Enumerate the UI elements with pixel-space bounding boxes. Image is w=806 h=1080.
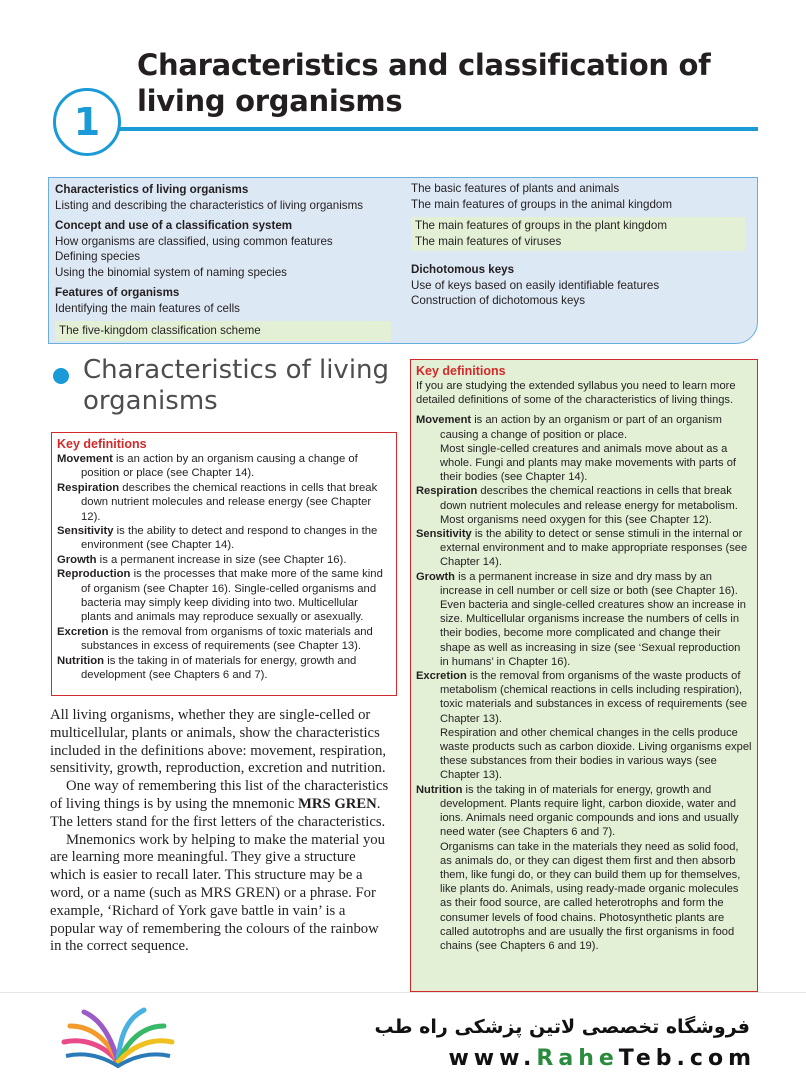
open-book-logo-icon — [58, 1004, 178, 1074]
definition-extra: Respiration and other chemical changes in the cells produce waste products such as carbon dioxide. Living organisms expel these substances from their bodies in various ways (see Chapter 13). — [440, 726, 752, 782]
definition-term: Reproduction — [57, 568, 131, 581]
definition-item — [57, 452, 391, 481]
contents-heading: Concept and use of a classification system — [55, 219, 293, 232]
definition-extra: Most organisms need oxygen for this (see Chapter 12). — [440, 513, 712, 526]
definition-term: Sensitivity — [416, 528, 472, 541]
definition-term: Excretion — [57, 625, 109, 638]
definition-item — [416, 570, 752, 598]
definition-text: is the taking in of materials for energy, growth and development (see Chapters 6 and 7). — [81, 654, 357, 682]
definition-term: Movement — [416, 414, 472, 427]
definition-term: Nutrition — [57, 654, 105, 667]
key-definitions-heading: Key definitions — [416, 364, 506, 378]
definition-item — [416, 484, 752, 512]
definition-term: Sensitivity — [57, 525, 114, 538]
definition-item — [57, 553, 391, 567]
body-text — [50, 707, 392, 956]
definition-term: Excretion — [416, 670, 467, 683]
definition-term: Respiration — [416, 485, 478, 498]
key-definitions-heading: Key definitions — [57, 437, 147, 451]
chapter-rule — [118, 127, 758, 131]
website-part: www. — [448, 1046, 537, 1071]
definition-text: is the removal from organisms of toxic materials and substances in excess of requirements (see Chapter 13). — [81, 625, 373, 653]
contents-item: The main features of groups in the animal kingdom — [411, 197, 673, 211]
contents-item-extended: The main features of viruses — [415, 234, 562, 248]
chapter-contents-box — [48, 177, 758, 344]
chapter-title-line: Characteristics and classification of — [137, 48, 711, 82]
chapter-title-line: living organisms — [137, 84, 403, 118]
contents-item: Listing and describing the characteristics of living organisms — [55, 198, 364, 212]
mnemonic-term: MRS GREN — [298, 795, 377, 812]
contents-item: Identifying the main features of cells — [55, 301, 240, 315]
definition-text: is the processes that make more of the same kind of organism (see Chapter 16). Single-celled organisms and bacteria may simply keep dividing into two. Multicellular plants and animals may reproduce sexually or asexually. — [81, 568, 383, 624]
definition-item — [57, 567, 391, 625]
definition-text: describes the chemical reactions in cells that break down nutrient molecules and release energy (see Chapter 12). — [81, 481, 378, 523]
website-part: Rahe — [536, 1046, 619, 1071]
chapter-title — [137, 47, 777, 119]
definition-item — [416, 527, 752, 570]
store-website[interactable] — [448, 1046, 756, 1071]
footer-divider — [0, 992, 806, 993]
body-paragraph: All living organisms, whether they are single-celled or multicellular, plants or animals, show the characteristics included in the definitions above: movement, respiration, sensitivity, growth, reproduction, excretion and nutrition. — [50, 707, 387, 777]
contents-item: The basic features of plants and animals — [411, 182, 620, 195]
contents-item-extended: The main features of groups in the plant kingdom — [415, 219, 667, 232]
body-text-run: . The letters stand for the first letters of the characteristics. — [50, 795, 386, 830]
website-part: Teb.com — [618, 1046, 756, 1071]
section-bullet-icon — [53, 368, 69, 384]
contents-heading: Dichotomous keys — [411, 263, 515, 276]
contents-extended-block — [411, 217, 745, 251]
contents-heading: Characteristics of living organisms — [55, 183, 249, 196]
definition-item — [416, 783, 752, 840]
definition-item — [57, 524, 391, 553]
definition-term: Growth — [416, 570, 455, 583]
definition-extra: Organisms can take in the materials they need as solid food, as animals do, or they can digest them first and then absorb them, like fungi do, or they can build them up for themselves, like plants do. Animals, using ready-made organic molecules as their food source, are called heterotrophs and form the consumer levels of food chains. Photosynthetic plants are called autotrophs and are usually the first organisms in food chains (see Chapters 6 and 19). — [440, 840, 741, 952]
contents-item: Construction of dichotomous keys — [411, 294, 585, 307]
definition-item — [416, 413, 752, 441]
section-title: Characteristics of living organisms — [83, 355, 390, 416]
body-paragraph: Mnemonics work by helping to make the material you are learning more meaningful. They give a structure which is easier to recall later. This structure may be a word, or a name (such as MRS GREN) or a phrase. For example, ‘Richard of York gave battle in vain’ is a popular way of remembering the colours of the rainbow in the correct sequence. — [50, 831, 385, 955]
definition-text: is the ability to detect and respond to changes in the environment (see Chapter 14). — [81, 525, 378, 552]
body-text-run: One way of remembering this list of the characteristics of living things is by using the mnemonic — [50, 778, 389, 812]
contents-item: Defining species — [55, 250, 141, 263]
definition-extra: Even bacteria and single-celled creatures show an increase in size. Multicellular organisms increase the numbers of cells in their bodies, become more complicated and change their shape as well as increasing in size (see ‘Sexual reproduction in humans’ in Chapter 16). — [440, 599, 746, 668]
key-definitions-core — [51, 432, 397, 696]
definition-text: describes the chemical reactions in cells that break down nutrient molecules and release energy for metabolism. — [440, 485, 738, 512]
key-definitions-extended — [410, 359, 758, 992]
definition-term: Movement — [57, 453, 113, 465]
definition-term: Growth — [57, 553, 97, 566]
definition-text: is a permanent increase in size (see Chapter 16). — [96, 553, 347, 566]
contents-item: Using the binomial system of naming species — [55, 265, 287, 279]
definition-text: is an action by an organism causing a change of position or place (see Chapter 14). — [81, 453, 358, 480]
body-paragraph — [50, 778, 392, 831]
definition-item — [416, 669, 752, 726]
definition-item — [57, 625, 391, 654]
contents-item-extended: The five-kingdom classification scheme — [55, 321, 391, 341]
contents-item: Use of keys based on easily identifiable features — [411, 278, 660, 292]
definition-text: is the ability to detect or sense stimuli in the internal or external environment and to make appropriate responses (see Chapter 14). — [440, 528, 748, 569]
contents-left-column — [55, 182, 400, 341]
contents-right-column — [411, 181, 749, 309]
contents-heading: Features of organisms — [55, 286, 180, 299]
definition-text: is the taking in of materials for energy, growth and development. Plants require light, carbon dioxide, water and ions. Animals need organic compounds and ions and usually need water (see Chapters 6 and 7). — [440, 783, 739, 839]
definition-extra: Most single-celled creatures and animals move about as a whole. Fungi and plants may make movements with parts of their bodies (see Chapter 14). — [440, 442, 736, 484]
store-name-text: فروشگاه تخصصی لاتین پزشکی راه طب — [374, 1016, 750, 1038]
definition-text: is the removal from organisms of the waste products of metabolism (chemical reactions in cells including respiration), toxic materials and substances in excess of requirements (see Chapter 13). — [440, 670, 748, 725]
key-definitions-intro: If you are studying the extended syllabus you need to learn more detailed definitions of some of the characteristics of living things. — [416, 380, 736, 407]
contents-item: How organisms are classified, using common features — [55, 234, 333, 248]
definition-text: is a permanent increase in size and dry mass by an increase in cell number or cell size or both (see Chapter 16). — [440, 570, 738, 597]
definition-item — [57, 481, 391, 524]
definition-item — [57, 654, 391, 683]
definition-term: Respiration — [57, 481, 120, 494]
chapter-number: 1 — [53, 88, 121, 156]
definition-text: is an action by an organism or part of an organism causing a change of position or place. — [440, 414, 722, 441]
definition-term: Nutrition — [416, 783, 463, 796]
